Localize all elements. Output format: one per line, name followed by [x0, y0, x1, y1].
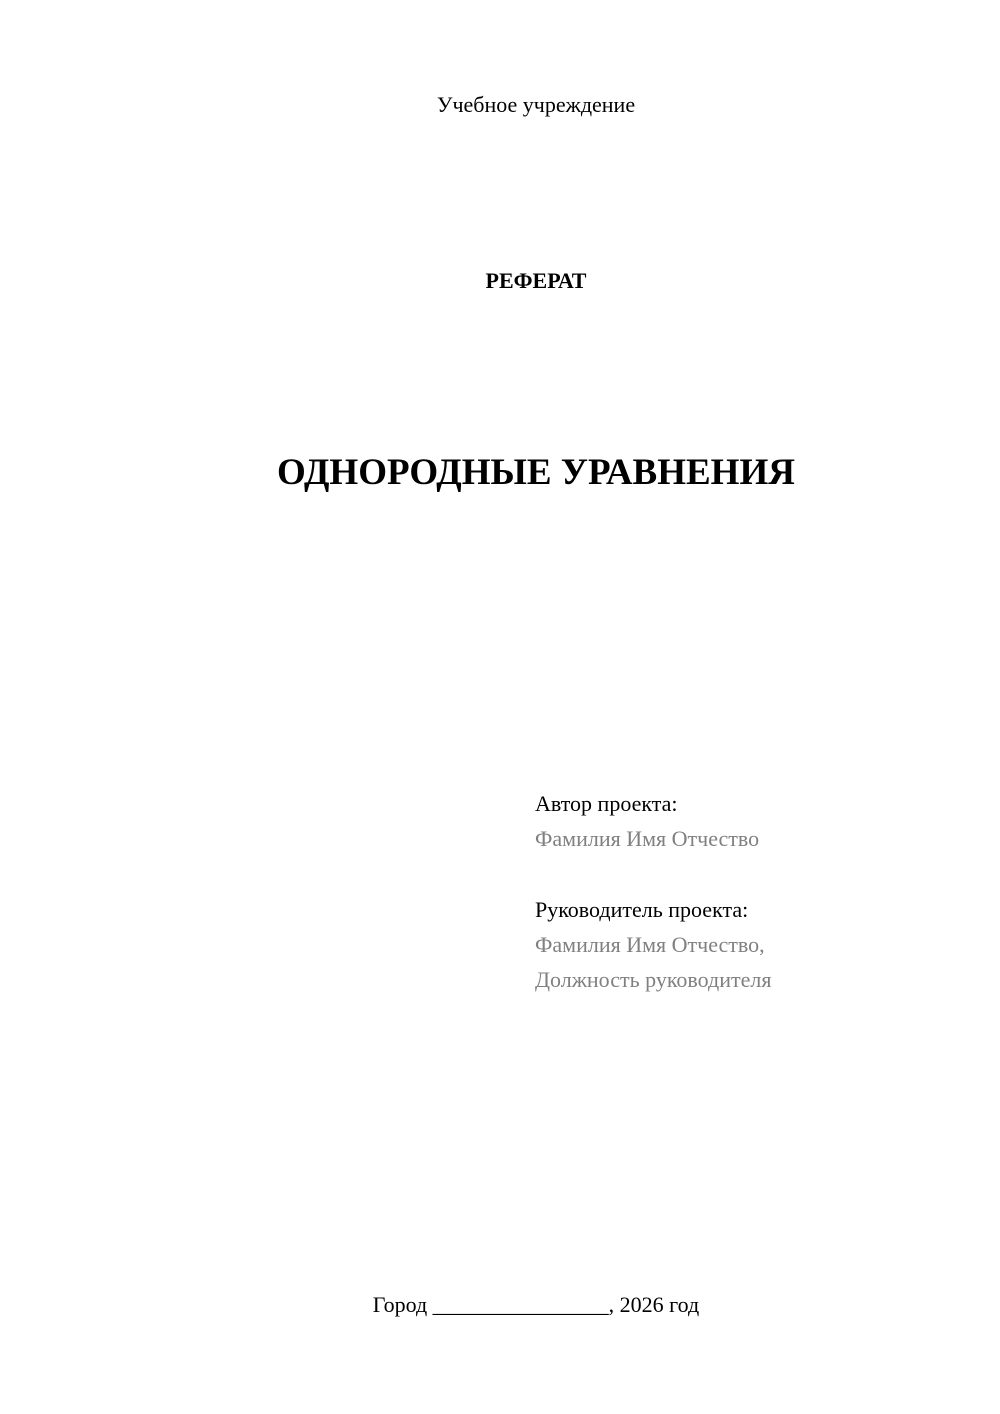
credits-block	[535, 786, 975, 997]
credits-spacer	[535, 856, 975, 892]
supervisor-name: Фамилия Имя Отчество,	[535, 932, 765, 957]
author-label: Автор проекта:	[535, 791, 678, 816]
supervisor-position: Должность руководителя	[535, 967, 772, 992]
institution-name: Учебное учреждение	[436, 92, 636, 117]
author-name: Фамилия Имя Отчество	[535, 826, 760, 851]
supervisor-label: Руководитель проекта:	[535, 897, 749, 922]
document-type: РЕФЕРАТ	[485, 268, 587, 293]
document-title: ОДНОРОДНЫЕ УРАВНЕНИЯ	[277, 452, 795, 493]
city-year-line: Город ________________, 2026 год	[372, 1292, 700, 1317]
